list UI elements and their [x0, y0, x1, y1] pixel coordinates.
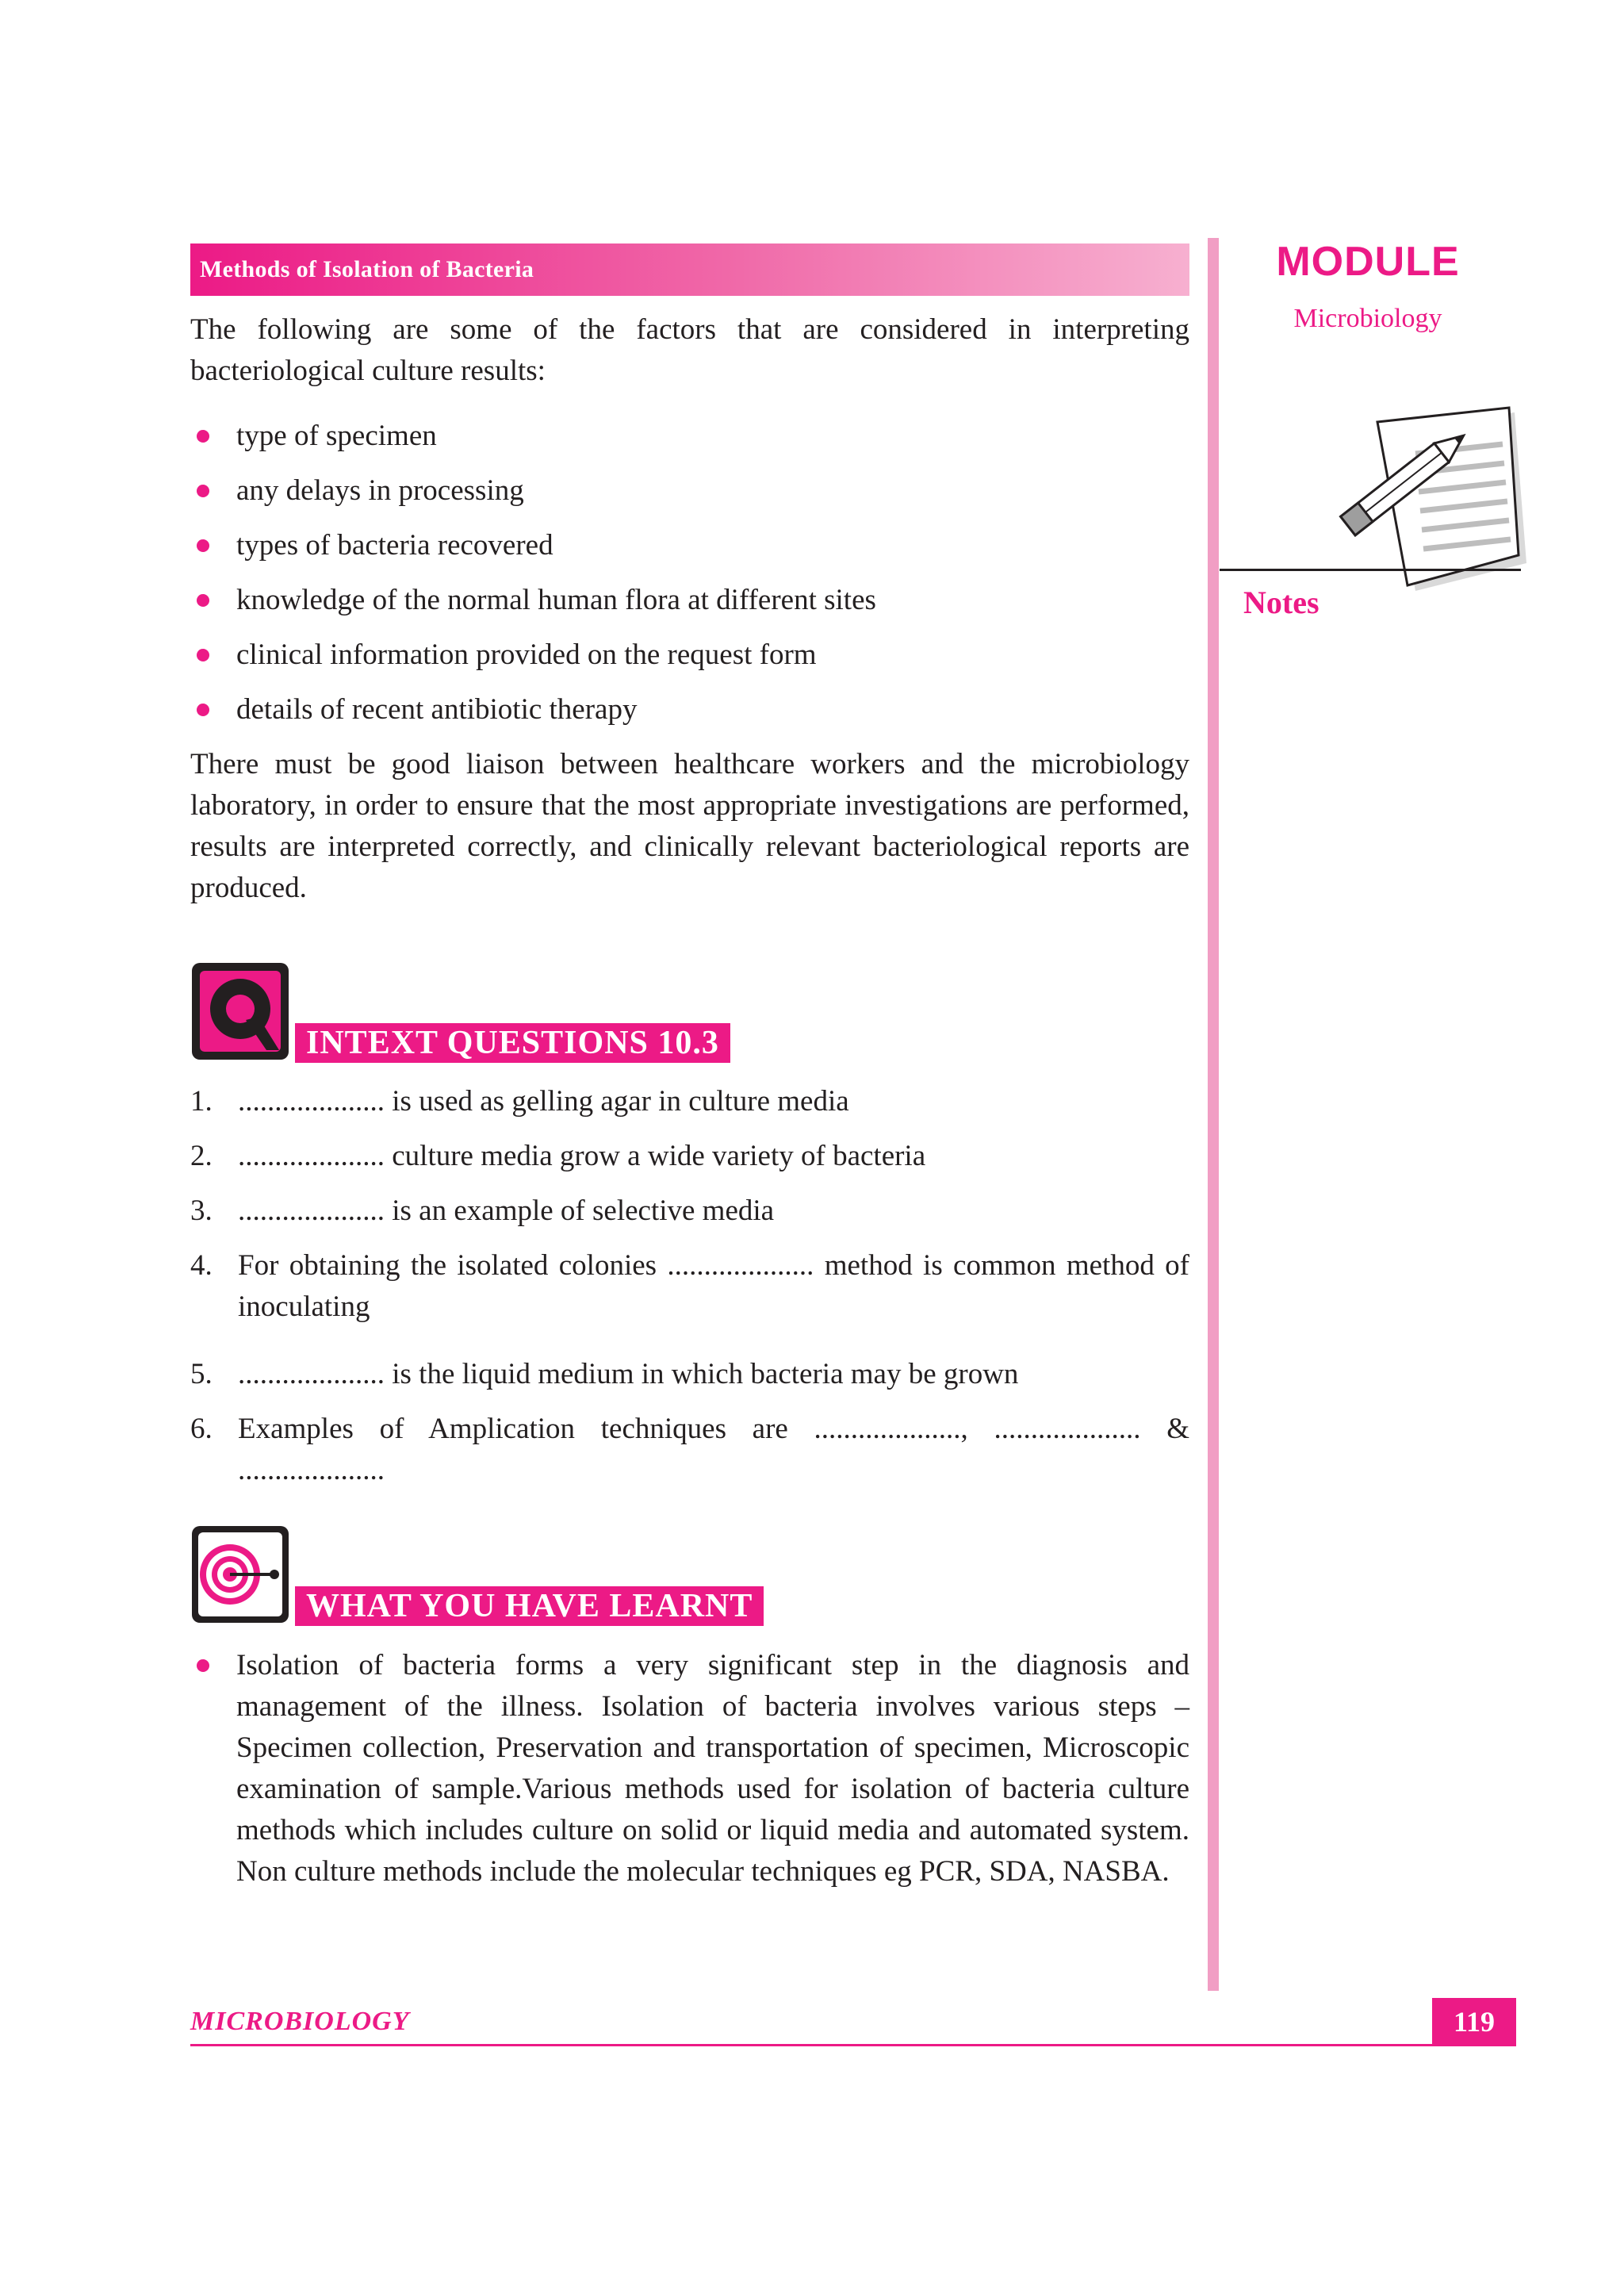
what-you-have-learnt-heading: WHAT YOU HAVE LEARNT	[295, 1586, 764, 1626]
footer-subject: MICROBIOLOGY	[190, 2007, 410, 2036]
q-badge-icon	[190, 961, 290, 1061]
section-header-band	[190, 243, 1189, 296]
notes-label: Notes	[1243, 585, 1320, 620]
footer-rule	[190, 2044, 1516, 2046]
list-item: knowledge of the normal human flora at different sites	[190, 580, 1189, 621]
bullet-dot	[190, 416, 236, 457]
page-number: 119	[1432, 1998, 1516, 2046]
bullet-dot	[190, 1645, 236, 1892]
notes-rule	[1220, 569, 1521, 571]
question-item: 2. .................... culture media grow a wide variety of bacteria	[190, 1140, 926, 1172]
question-item: 5. .................... is the liquid medium in which bacteria may be grown	[190, 1358, 1019, 1390]
question-item: 4. For obtaining the isolated colonies .................... method is common method of inoculating	[190, 1249, 1189, 1323]
bullet-dot	[190, 689, 236, 730]
question-item: 1. .................... is used as gelling agar in culture media	[190, 1085, 849, 1118]
bullet-dot	[190, 525, 236, 566]
module-label: MODULE	[1276, 239, 1460, 285]
target-icon	[190, 1524, 290, 1624]
list-item: details of recent antibiotic therapy	[190, 689, 1189, 730]
list-item: types of bacteria recovered	[190, 525, 1189, 566]
section-title: Methods of Isolation of Bacteria	[200, 256, 534, 282]
bullet-dot	[190, 635, 236, 676]
liaison-paragraph: There must be good liaison between healthcare workers and the microbiology laboratory, in order to ensure that the most appropriate investigations are performed, results are interpreted correctly, and clinically relevant bacteriological reports are produced.	[190, 748, 1189, 904]
list-item: type of specimen	[190, 416, 1189, 457]
column-divider	[1208, 238, 1219, 1991]
bullet-dot	[190, 470, 236, 512]
module-subject: Microbiology	[1293, 304, 1442, 333]
intro-paragraph: The following are some of the factors that are considered in interpreting bacteriological culture results:	[190, 313, 1189, 387]
question-item: 6. Examples of Amplication techniques are ...................., .................... & ....................	[190, 1413, 1189, 1486]
question-item: 3. .................... is an example of selective media	[190, 1194, 775, 1227]
list-item: clinical information provided on the request form	[190, 635, 1189, 676]
bullet-dot	[190, 580, 236, 621]
list-item: any delays in processing	[190, 470, 1189, 512]
pencil-paper-icon	[1328, 405, 1530, 595]
list-item: Isolation of bacteria forms a very significant step in the diagnosis and management of the illness. Isolation of bacteria involves various steps – Specimen collection, Preservation and transportation of specimen, Microscopic examination of sample.Various methods used for isolation of bacteria culture methods which includes culture on solid or liquid media and automated system. Non culture methods include the molecular techniques eg PCR, SDA, NASBA.	[190, 1645, 1189, 1892]
intext-questions-heading: INTEXT QUESTIONS 10.3	[295, 1023, 730, 1063]
